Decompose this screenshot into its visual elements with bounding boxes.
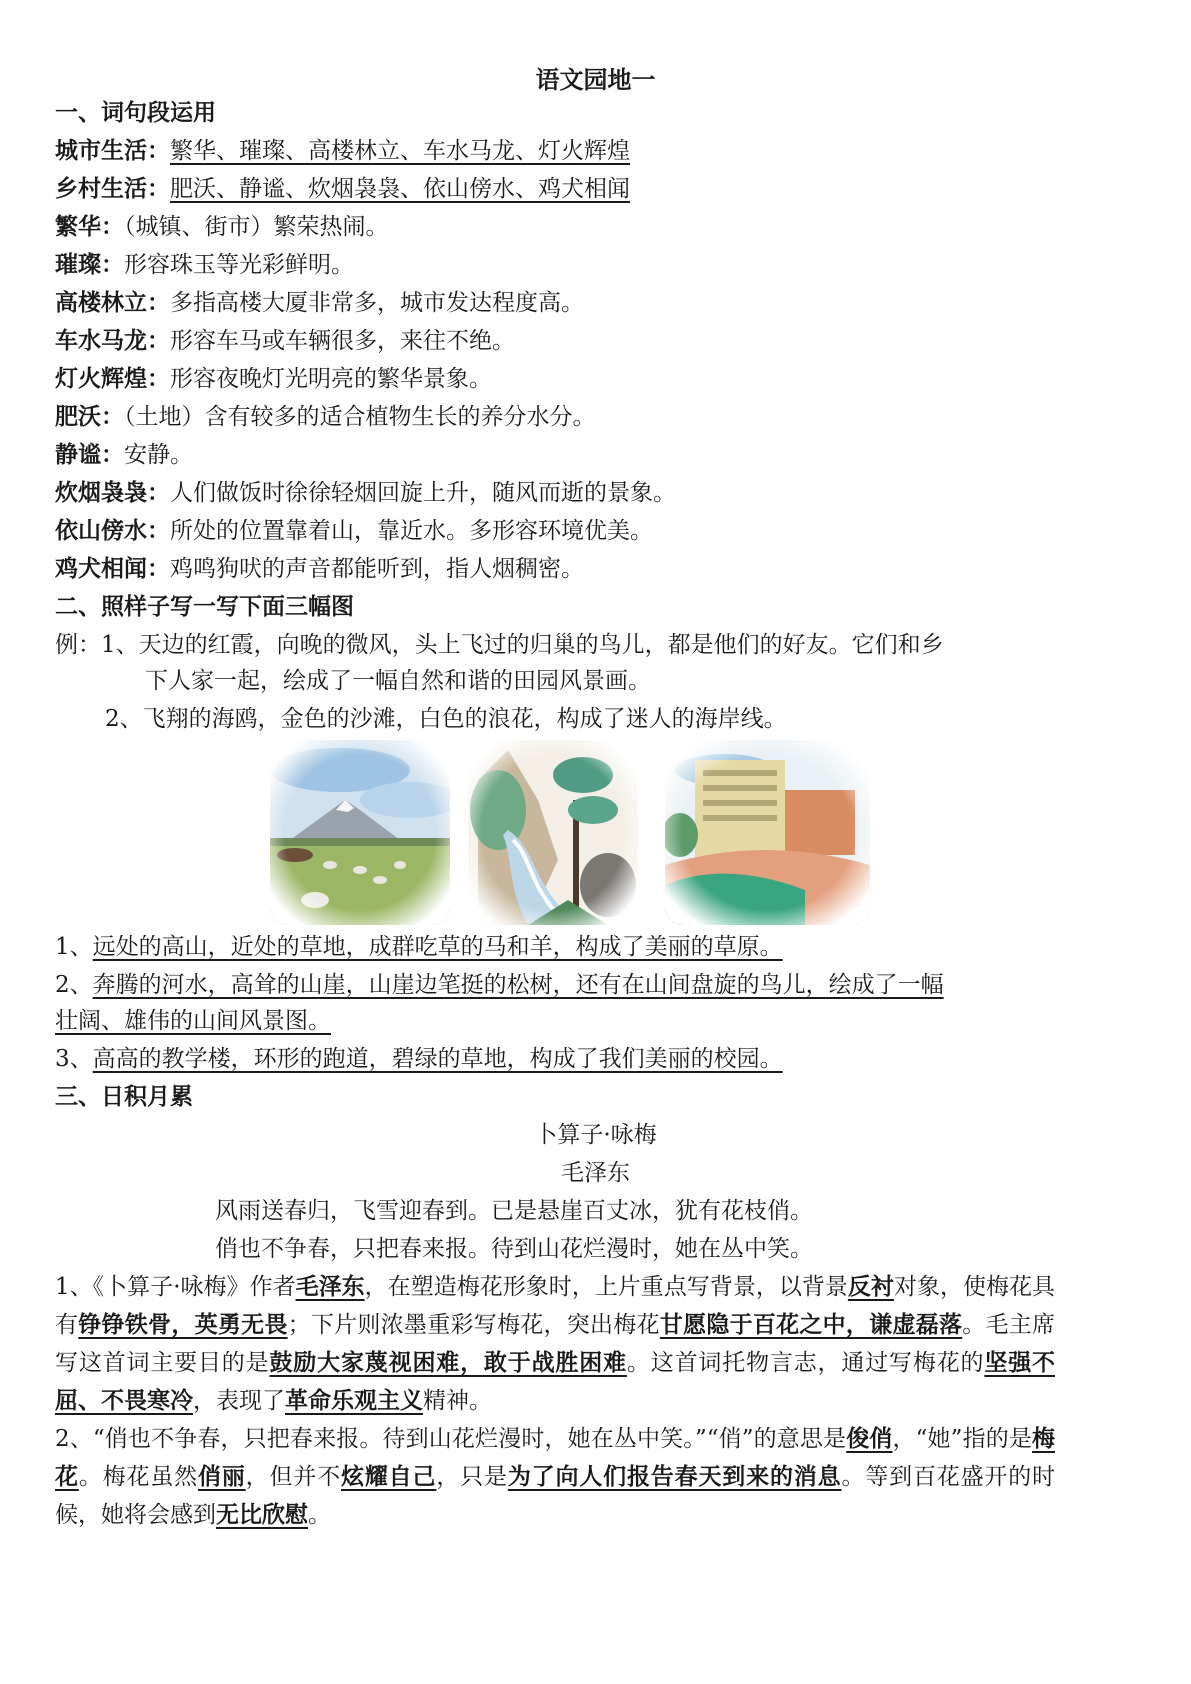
q-answer: 为了向人们报告春天到来的消息	[507, 1463, 842, 1490]
section1-heading: 一、词句段运用	[55, 100, 216, 126]
q-text: 。这首词托物言志，通过写梅花的	[626, 1350, 985, 1376]
example-number: 1、	[101, 632, 139, 658]
word-group-city	[55, 136, 630, 166]
q-answer: 俏丽	[198, 1463, 246, 1490]
q-text: ，只是	[436, 1464, 508, 1490]
answer-number: 2、	[55, 972, 93, 998]
poem-author: 毛泽东	[561, 1160, 630, 1186]
section3-heading: 三、日积月累	[55, 1084, 193, 1110]
group-words: 繁华、璀璨、高楼林立、车水马龙、灯火辉煌	[170, 138, 630, 164]
answer-number: 3、	[55, 1046, 93, 1072]
question-1	[55, 1268, 1055, 1420]
example-prefix: 例：	[55, 632, 101, 658]
definition-term: 肥沃：	[55, 404, 124, 430]
q-answer: 革命乐观主义	[285, 1387, 423, 1414]
definition-item	[55, 250, 354, 280]
q-text: 1、《卜算子·咏梅》作者	[55, 1274, 296, 1300]
definition-meaning: 鸡鸣狗吠的声音都能听到，指人烟稠密。	[170, 556, 584, 582]
definition-item	[55, 212, 389, 242]
definition-item	[55, 364, 492, 394]
question-2	[55, 1420, 1055, 1534]
definition-term: 静谧：	[55, 442, 124, 468]
q-text: 。毛主席写这首词主要目的是	[55, 1312, 1056, 1376]
definition-term: 灯火辉煌：	[55, 366, 170, 392]
definition-term: 鸡犬相闻：	[55, 556, 170, 582]
definition-term: 炊烟袅袅：	[55, 480, 170, 506]
q-text: 。等到百花盛开的时候，她将会感到	[55, 1464, 1056, 1528]
definition-meaning: 形容车马或车辆很多，来往不绝。	[170, 328, 515, 354]
q-answer: 铮铮铁骨，英勇无畏	[78, 1311, 288, 1338]
answer-text: 壮阔、雄伟的山间风景图。	[55, 1008, 331, 1034]
poem-line: 俏也不争春，只把春来报。待到山花烂漫时，她在丛中笑。	[215, 1236, 813, 1262]
q-text: 2、“俏也不争春，只把春来报。待到山花烂漫时，她在丛中笑。”“俏”的意思是	[55, 1426, 847, 1452]
definition-meaning: 多指高楼大厦非常多，城市发达程度高。	[170, 290, 584, 316]
q-answer: 无比欣慰	[216, 1501, 308, 1528]
answer-number: 1、	[55, 934, 93, 960]
section2-heading: 二、照样子写一写下面三幅图	[55, 594, 354, 620]
group-words: 肥沃、静谧、炊烟袅袅、依山傍水、鸡犬相闻	[170, 176, 630, 202]
answer-1	[55, 932, 783, 962]
answer-2-continued	[55, 1006, 331, 1036]
q-text: ，表现了	[193, 1388, 285, 1414]
illustration-strip	[270, 740, 870, 925]
definition-term: 璀璨：	[55, 252, 124, 278]
school-building-track-picture	[665, 740, 870, 925]
answer-text: 远处的高山，近处的草地，成群吃草的马和羊，构成了美丽的草原。	[92, 934, 783, 960]
example-text: 天边的红霞，向晚的微风，头上飞过的归巢的鸟儿，都是他们的好友。它们和乡	[138, 632, 944, 658]
q-text: 。	[308, 1502, 331, 1528]
q-text: ，在塑造梅花形象时，上片重点写背景，以背景	[364, 1274, 848, 1300]
q-text: 对象，使梅花具有	[55, 1274, 1056, 1338]
definition-item	[55, 288, 584, 318]
definition-term: 繁华：	[55, 214, 124, 240]
definition-item	[55, 478, 676, 508]
example-1	[55, 630, 944, 660]
definition-meaning: （城镇、街市）繁荣热闹。	[124, 214, 389, 240]
poem-line: 风雨送春归，飞雪迎春到。已是悬崖百丈冰，犹有花枝俏。	[215, 1198, 813, 1224]
q-answer: 梅花	[55, 1425, 1055, 1490]
definition-meaning: 安静。	[124, 442, 193, 468]
example-text: 飞翔的海鸥，金色的沙滩，白色的浪花，构成了迷人的海岸线。	[142, 706, 787, 732]
definition-meaning: 人们做饭时徐徐轻烟回旋上升，随风而逝的景象。	[170, 480, 676, 506]
definition-item	[55, 402, 596, 432]
q-text: 精神。	[423, 1388, 492, 1414]
definition-item	[55, 554, 584, 584]
mountain-river-pine-picture	[468, 740, 638, 925]
definition-item	[55, 440, 193, 470]
q-text: 。梅花虽然	[78, 1464, 198, 1490]
answer-3	[55, 1044, 783, 1074]
q-answer: 反衬	[847, 1273, 894, 1300]
q-answer: 甘愿隐于百花之中，谦虚磊落	[659, 1311, 963, 1338]
example-1-continued: 下人家一起，绘成了一幅自然和谐的田园风景画。	[145, 668, 651, 694]
q-answer: 坚强不屈、不畏寒冷	[55, 1349, 1056, 1414]
q-answer: 毛泽东	[295, 1273, 365, 1300]
q-answer: 俊俏	[846, 1425, 893, 1452]
group-label: 城市生活：	[55, 138, 170, 164]
answer-text: 奔腾的河水，高耸的山崖，山崖边笔挺的松树，还有在山间盘旋的鸟儿，绘成了一幅	[92, 972, 944, 998]
q-answer: 炫耀自己	[341, 1463, 437, 1490]
definition-item	[55, 516, 653, 546]
grassland-mountain-picture	[270, 740, 450, 925]
definition-meaning: （土地）含有较多的适合植物生长的养分水分。	[124, 404, 596, 430]
definition-item	[55, 326, 515, 356]
q-text: ；下片则浓墨重彩写梅花，突出梅花	[287, 1312, 660, 1338]
poem-title: 卜算子·咏梅	[534, 1122, 657, 1148]
definition-term: 高楼林立：	[55, 290, 170, 316]
page-title: 语文园地一	[535, 66, 656, 94]
definition-term: 依山傍水：	[55, 518, 170, 544]
answer-2	[55, 970, 944, 1000]
definition-meaning: 形容珠玉等光彩鲜明。	[124, 252, 354, 278]
q-text: ，但并不	[245, 1464, 341, 1490]
q-answer: 鼓励大家蔑视困难，敢于战胜困难	[269, 1349, 627, 1376]
group-label: 乡村生活：	[55, 176, 170, 202]
q-text: ，“她”指的是	[892, 1426, 1032, 1452]
definition-meaning: 形容夜晚灯光明亮的繁华景象。	[170, 366, 492, 392]
answer-text: 高高的教学楼，环形的跑道，碧绿的草地，构成了我们美丽的校园。	[92, 1046, 783, 1072]
example-number: 2、	[105, 706, 143, 732]
example-2	[105, 704, 787, 734]
definition-meaning: 所处的位置靠着山，靠近水。多形容环境优美。	[170, 518, 653, 544]
definition-term: 车水马龙：	[55, 328, 170, 354]
word-group-village	[55, 174, 630, 204]
